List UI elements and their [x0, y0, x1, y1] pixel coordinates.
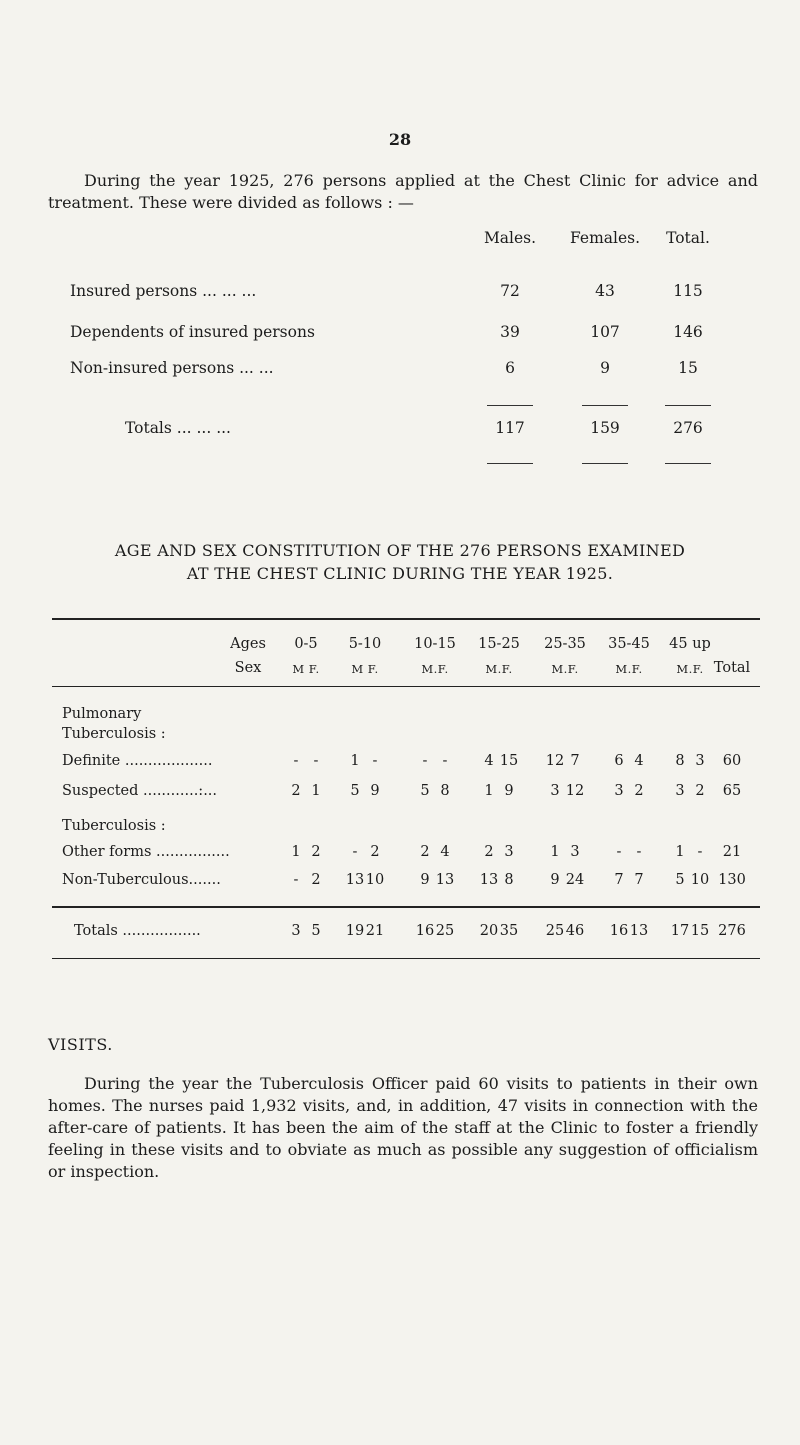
- row-label: Dependents of insured persons: [70, 323, 315, 341]
- sex-header: M.F.: [485, 662, 513, 676]
- cell-total: 276: [673, 419, 703, 437]
- row-label: Totals ... ... ...: [125, 419, 231, 437]
- table-cell: 12: [565, 783, 585, 799]
- age-group: 10-15: [414, 636, 456, 652]
- cell-males: 39: [500, 323, 520, 341]
- sum-rule: [582, 463, 628, 464]
- cell-females: 159: [590, 419, 620, 437]
- table-cell: 25: [435, 923, 455, 939]
- table-top-rule: [52, 618, 760, 620]
- ages-label: Ages: [230, 636, 266, 652]
- table-cell: 7: [614, 872, 624, 888]
- row-label: Insured persons ... ... ...: [70, 282, 257, 300]
- table-cell: 2: [420, 844, 430, 860]
- table-cell: 24: [565, 872, 585, 888]
- header-rule: [52, 686, 760, 687]
- header-males: Males.: [483, 229, 537, 247]
- visits-heading: VISITS.: [48, 1035, 113, 1054]
- sum-rule: [582, 405, 628, 406]
- table-cell: -: [422, 753, 428, 769]
- section-title: [0, 539, 800, 585]
- table-cell: 1: [311, 783, 321, 799]
- row-total: 65: [722, 783, 742, 799]
- table-cell: 6: [614, 753, 624, 769]
- table-cell: 2: [695, 783, 705, 799]
- table-cell: 3: [614, 783, 624, 799]
- grand-total: 276: [718, 923, 746, 939]
- table-cell: 1: [484, 783, 494, 799]
- section-label: Pulmonary: [62, 706, 142, 722]
- table-cell: 1: [350, 753, 360, 769]
- row-total: 130: [718, 872, 746, 888]
- table-cell: 21: [365, 923, 385, 939]
- table-cell: -: [313, 753, 319, 769]
- table-cell: 9: [420, 872, 430, 888]
- table-cell: 8: [504, 872, 514, 888]
- sex-header: M.F.: [551, 662, 579, 676]
- sex-header: M.F.: [615, 662, 643, 676]
- cell-males: 6: [505, 359, 515, 377]
- table-cell: 2: [291, 783, 301, 799]
- table-cell: 13: [479, 872, 499, 888]
- cell-males: 72: [500, 282, 520, 300]
- table-cell: 3: [504, 844, 514, 860]
- table-cell: 19: [345, 923, 365, 939]
- age-group: 5-10: [348, 636, 382, 652]
- page-number: 28: [388, 130, 412, 149]
- sex-label: Sex: [234, 660, 262, 676]
- table-cell: 16: [609, 923, 629, 939]
- table-cell: -: [442, 753, 448, 769]
- sum-rule: [665, 463, 711, 464]
- sex-header: M.F.: [421, 662, 449, 676]
- cell-total: 115: [673, 282, 703, 300]
- row-total: 60: [722, 753, 742, 769]
- sum-rule: [665, 405, 711, 406]
- table-bottom-rule: [52, 958, 760, 959]
- table-cell: 2: [370, 844, 380, 860]
- table-cell: 17: [670, 923, 690, 939]
- table-cell: 2: [634, 783, 644, 799]
- table-cell: -: [293, 872, 299, 888]
- table-cell: -: [372, 753, 378, 769]
- row-label: Totals .................: [74, 923, 201, 939]
- row-total: 21: [722, 844, 742, 860]
- table-cell: 4: [634, 753, 644, 769]
- table-cell: 3: [291, 923, 301, 939]
- sum-rule: [487, 463, 533, 464]
- table-cell: 3: [675, 783, 685, 799]
- table-cell: 5: [311, 923, 321, 939]
- table-cell: 25: [545, 923, 565, 939]
- table-cell: 3: [695, 753, 705, 769]
- table-cell: 13: [345, 872, 365, 888]
- section-label: Tuberculosis :: [62, 818, 166, 834]
- table-cell: 5: [350, 783, 360, 799]
- table-cell: 16: [415, 923, 435, 939]
- section-label: Tuberculosis :: [62, 726, 166, 742]
- intro-line-2: advice and treatment. These were divided as follows : —: [48, 171, 758, 212]
- total-header: Total: [713, 660, 751, 676]
- row-label: Suspected ............:...: [62, 783, 218, 799]
- sum-rule: [487, 405, 533, 406]
- table-cell: 8: [440, 783, 450, 799]
- table-cell: 10: [365, 872, 385, 888]
- cell-total: 146: [673, 323, 703, 341]
- age-group: 35-45: [608, 636, 650, 652]
- table-cell: 7: [570, 753, 580, 769]
- table-cell: 10: [690, 872, 710, 888]
- table-cell: -: [352, 844, 358, 860]
- table-cell: 2: [484, 844, 494, 860]
- table-cell: 8: [675, 753, 685, 769]
- title-line-1: AGE AND SEX CONSTITUTION OF THE 276 PERSONS EXAMINED: [114, 541, 686, 560]
- table-cell: 9: [550, 872, 560, 888]
- table-cell: 1: [291, 844, 301, 860]
- cell-females: 107: [590, 323, 620, 341]
- table-cell: -: [697, 844, 703, 860]
- row-label: Other forms ................: [62, 844, 230, 860]
- row-label: Non-insured persons ... ...: [70, 359, 274, 377]
- totals-rule: [52, 906, 760, 908]
- header-total: Total.: [666, 229, 710, 247]
- title-line-2: AT THE CHEST CLINIC DURING THE YEAR 1925.: [186, 564, 614, 583]
- table-cell: 3: [570, 844, 580, 860]
- sex-header: M F.: [292, 662, 320, 676]
- header-females: Females.: [569, 229, 641, 247]
- intro-paragraph: [48, 170, 758, 214]
- table-cell: 13: [629, 923, 649, 939]
- cell-females: 43: [595, 282, 615, 300]
- table-cell: -: [293, 753, 299, 769]
- sex-header: M F.: [351, 662, 379, 676]
- age-group: 15-25: [478, 636, 520, 652]
- table-cell: 4: [484, 753, 494, 769]
- intro-line-1: During the year 1925, 276 persons applied at the Chest Clinic for: [84, 171, 658, 190]
- table-cell: 9: [504, 783, 514, 799]
- cell-males: 117: [495, 419, 525, 437]
- table-cell: 4: [440, 844, 450, 860]
- table-cell: 15: [690, 923, 710, 939]
- table-cell: -: [616, 844, 622, 860]
- age-group: 0-5: [294, 636, 318, 652]
- table-cell: 5: [675, 872, 685, 888]
- sex-header: M.F.: [676, 662, 704, 676]
- table-cell: 5: [420, 783, 430, 799]
- cell-total: 15: [678, 359, 698, 377]
- table-cell: 12: [545, 753, 565, 769]
- table-cell: 9: [370, 783, 380, 799]
- cell-females: 9: [600, 359, 610, 377]
- age-group: 45 up: [669, 636, 711, 652]
- table-cell: 20: [479, 923, 499, 939]
- table-cell: 46: [565, 923, 585, 939]
- table-cell: 15: [499, 753, 519, 769]
- table-cell: 35: [499, 923, 519, 939]
- visits-paragraph: During the year the Tuberculosis Officer paid 60 visits to patients in their own homes. The nurses paid 1,932 visits, and, in addition, 47 visits in connection with the after-care of patients. It has been the aim of the staff at the Clinic to foster a friendly feeling in these visits and to obviate as much as possible any suggestion of officialism or inspection.: [48, 1074, 758, 1181]
- table-cell: 13: [435, 872, 455, 888]
- age-group: 25-35: [544, 636, 586, 652]
- table-cell: 1: [550, 844, 560, 860]
- row-label: Non-Tuberculous.......: [62, 872, 221, 888]
- table-cell: -: [636, 844, 642, 860]
- row-label: Definite ...................: [62, 753, 213, 769]
- table-cell: 2: [311, 844, 321, 860]
- table-cell: 7: [634, 872, 644, 888]
- table-cell: 1: [675, 844, 685, 860]
- table-cell: 2: [311, 872, 321, 888]
- table-cell: 3: [550, 783, 560, 799]
